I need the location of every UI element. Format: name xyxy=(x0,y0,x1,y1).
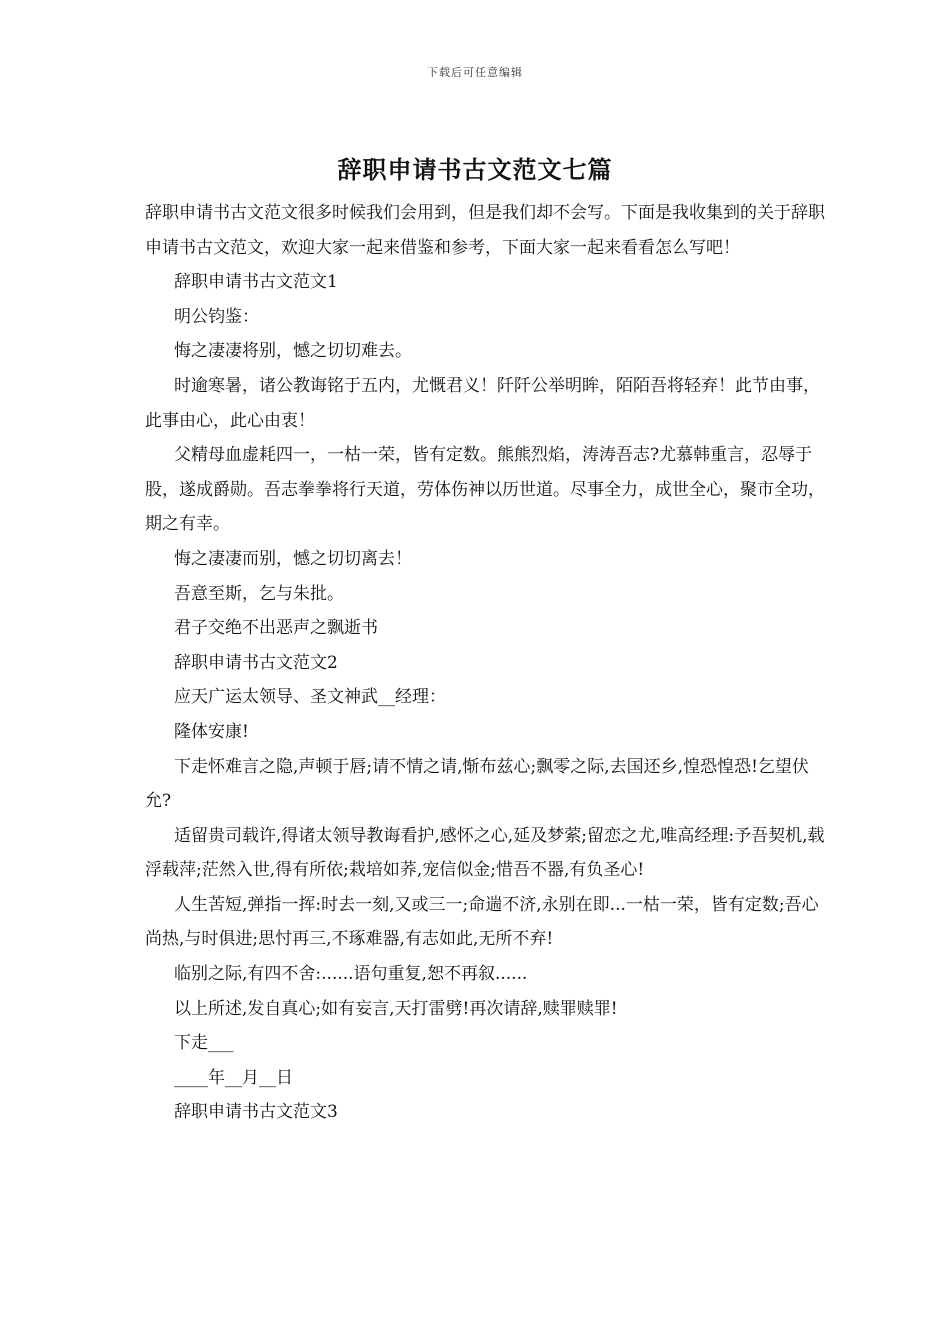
section-heading-2: 辞职申请书古文范文2 xyxy=(174,652,338,673)
date-line: ____年__月__日 xyxy=(174,1067,293,1088)
paragraph: 辞职申请书古文范文很多时候我们会用到，但是我们却不会写。下面是我收集到的关于辞职申请书古文范文，欢迎大家一起来借鉴和参考，下面大家一起来看看怎么写吧！ xyxy=(145,203,825,258)
paragraph: 适留贵司载许,得诸太领导教诲看护,感怀之心,延及梦萦;留恋之尤,唯高经理:予吾契机,载浮载萍;茫然入世,得有所依;栽培如荞,宠信似金;惜吾不器,有负圣心! xyxy=(145,825,825,881)
paragraph: 人生苦短,弹指一挥:时去一刻,又或三一;命遄不济,永别在即...一枯一荣，皆有定数;吾心尚热,与时俱进;思忖再三,不琢难器,有志如此,无所不弃! xyxy=(145,894,819,950)
paragraph: 吾意至斯，乞与朱批。 xyxy=(174,583,344,604)
salutation: 明公钧鉴： xyxy=(174,306,259,327)
paragraph: 悔之凄凄而别，憾之切切离去！ xyxy=(174,548,412,569)
signature-line: 下走___ xyxy=(174,1033,234,1054)
paragraph: 隆体安康! xyxy=(174,721,249,742)
paragraph: 以上所述,发自真心;如有妄言,天打雷劈!再次请辞,赎罪赎罪! xyxy=(174,998,618,1019)
paragraph: 临别之际,有四不舍:......语句重复,恕不再叙...... xyxy=(174,964,528,985)
paragraph: 时逾寒暑，诸公教诲铭于五内，尤慨君义！阡阡公举明眸，陌陌吾将轻弃！此节由事，此事由心，此心由衷！ xyxy=(145,375,820,431)
signature-line: 君子交绝不出恶声之飘逝书 xyxy=(174,618,378,639)
paragraph: 下走怀难言之隐,声顿于唇;请不情之请,惭布兹心;飘零之际,去国还乡,惶恐惶恐!乞望伏允? xyxy=(145,756,809,812)
salutation: 应天广运太领导、圣文神武__经理： xyxy=(174,687,446,708)
section-heading-1: 辞职申请书古文范文1 xyxy=(174,272,338,293)
document-title: 辞职申请书古文范文七篇 xyxy=(337,155,613,184)
paragraph: 悔之凄凄将别，憾之切切难去。 xyxy=(174,341,412,362)
section-heading-3: 辞职申请书古文范文3 xyxy=(174,1102,338,1123)
header-note: 下载后可任意编辑 xyxy=(427,66,523,79)
document-body xyxy=(145,196,825,1130)
paragraph: 父精母血虚耗四一，一枯一荣，皆有定数。熊熊烈焰，涛涛吾志?尤慕韩重言，忍辱于股，遂成爵勋。吾志拳拳将行天道，劳体伤神以历世道。尽事全力，成世全心，聚市全功，期之有幸。 xyxy=(145,445,825,535)
